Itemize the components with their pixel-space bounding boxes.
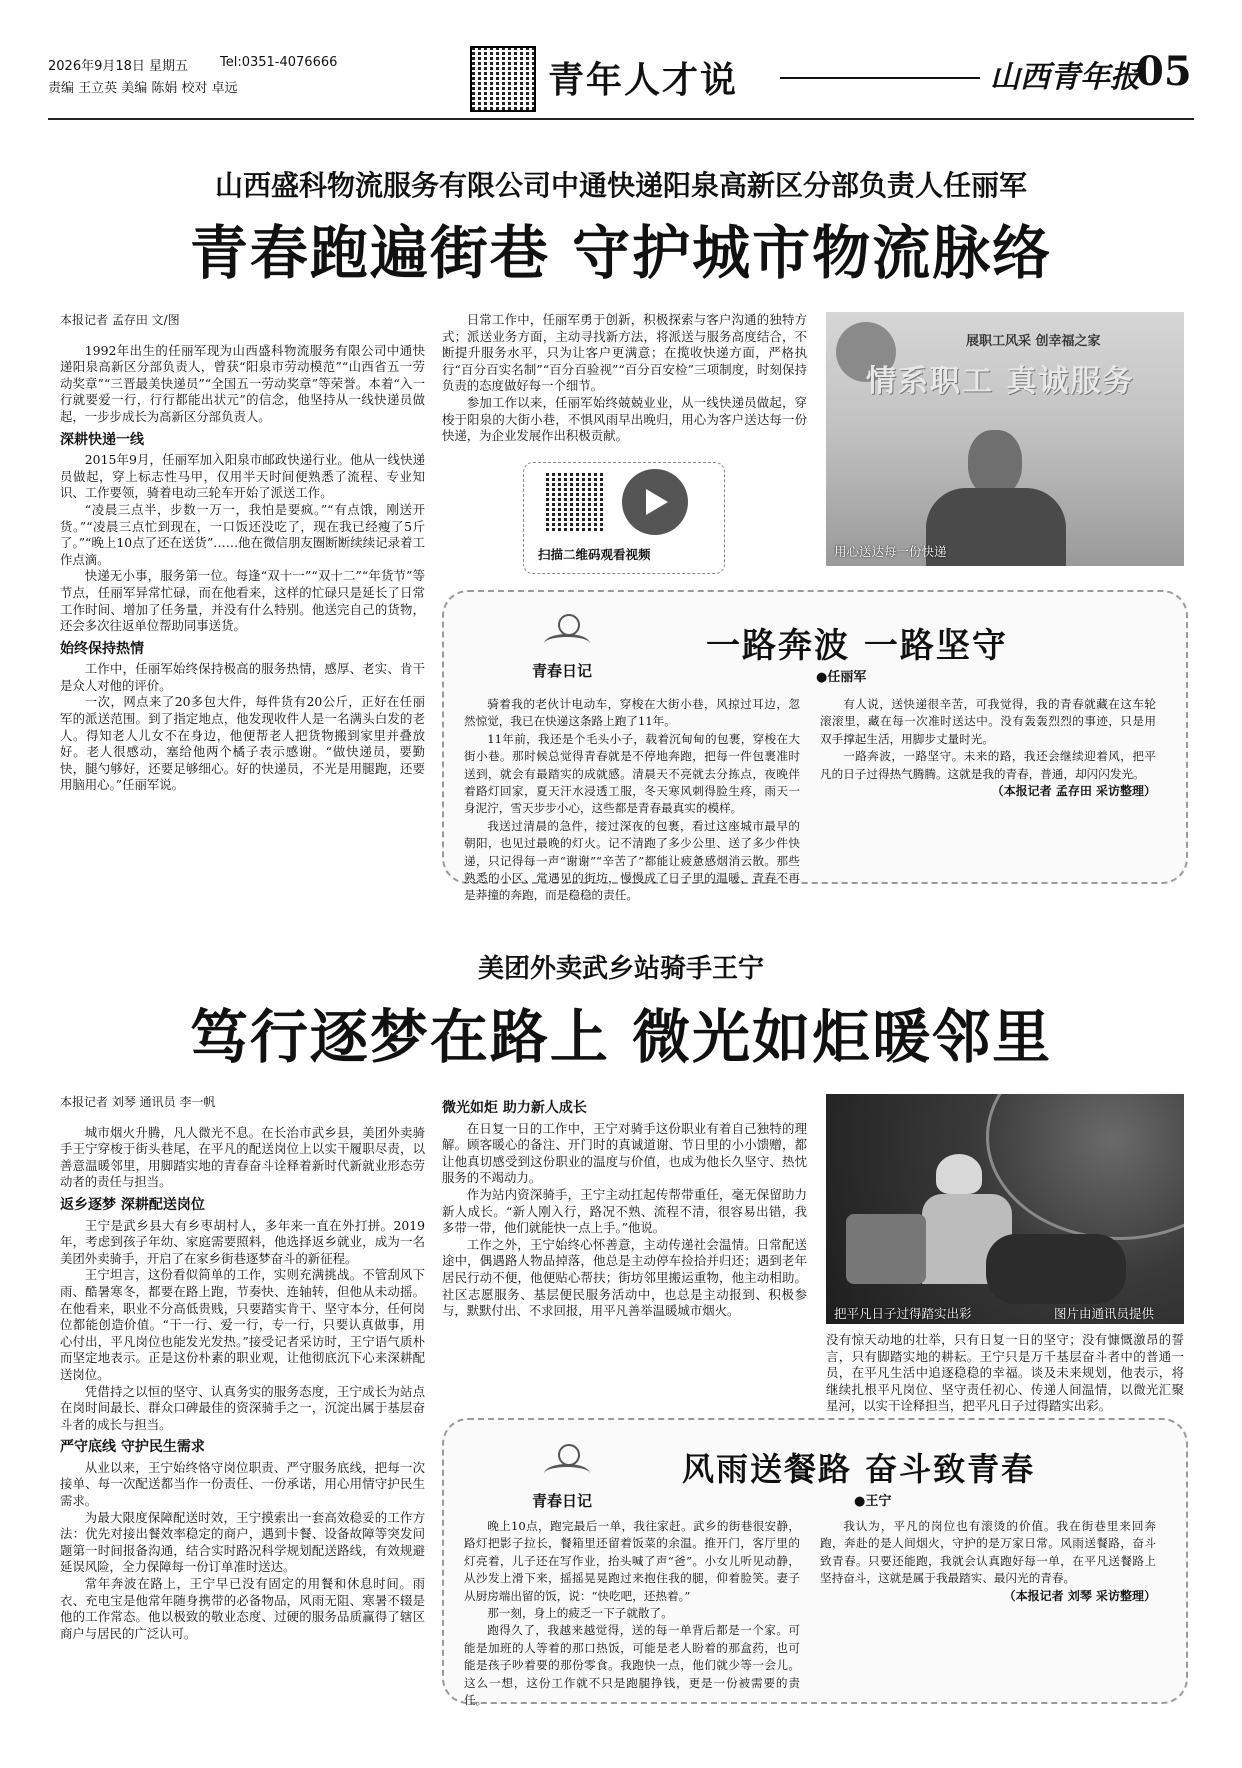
story1-diary-box xyxy=(442,590,1188,903)
diary-badge-icon xyxy=(544,614,590,652)
bridge-arch xyxy=(986,1094,1184,1240)
story2-diary-box xyxy=(442,1418,1188,1708)
play-icon xyxy=(646,489,668,515)
delivery-box xyxy=(846,1214,926,1284)
diary-badge: 青春日记 xyxy=(532,1492,593,1510)
paper-logo: 山西青年报 xyxy=(990,60,1140,95)
story1-paragraph: 工作中，任丽军始终保持极高的服务热情，感厚、老实、肯干是众人对他的评价。 xyxy=(60,661,425,693)
story2-diary-title: 风雨送餐路 奋斗致青春 xyxy=(682,1450,1036,1488)
story1-byline: 本报记者 孟存田 文/图 xyxy=(60,313,180,327)
story1-diary-author: ●任丽军 xyxy=(816,670,867,685)
diary-paragraph: 晚上10点，跑完最后一单，我往家赶。武乡的街巷很安静，路灯把影子拉长，餐箱里还留着饭菜的余温。推开门，客厅里的灯亮着，儿子还在写作业，抬头喊了声“爸”。小女儿听见动静，从沙发上滑下来，摇摇晃晃跑过来抱住我的腿，仰着脸笑。妻子从厨房端出留的饭，说：“快吃吧，还热着。” xyxy=(464,1519,800,1603)
diary-badge-icon xyxy=(544,1444,590,1482)
story1-column-2 xyxy=(442,312,807,445)
story2-paragraph: 作为站内资深骑手，王宁主动扛起传帮带重任，毫无保留助力新人成长。“新人刚入行，路况不熟、流程不清，很容易出错，我多带一带，他们就能快一点上手。”他说。 xyxy=(442,1186,807,1236)
story1-qr-box xyxy=(523,462,725,574)
story2-photo-credit: 图片由通讯员提供 xyxy=(1054,1306,1155,1321)
diary-paragraph: 我送过清晨的急件，接过深夜的包裹，看过这座城市最早的朝阳，也见过最晚的灯火。记不清跑了多少公里、送了多少件快递，只记得每一声“谢谢”“辛苦了”都能让疲惫感烟消云散。那些熟悉的小区、常遇见的街坊，慢慢成了日子里的温暖，青春不再是莽撞的奔跑，而是稳稳的责任。 xyxy=(464,818,800,903)
story2-photo-caption: 把平凡日子过得踏实出彩 xyxy=(834,1306,972,1321)
story1-photo-caption: 用心送达每一份快递 xyxy=(834,544,947,559)
book-icon xyxy=(544,1464,590,1483)
story2-paragraph: 工作之外，王宁始终心怀善意，主动传递社会温情。日常配送途中，偶遇路人物品掉落，他总是主动停车捡拾并归还；遇到老年居民行动不便，他便贴心帮扶；街坊邻里搬运重物，他主动相助。社区志愿服务、基层便民服务活动中，也总是主动报到、积极参与，默默付出、不求回报，用平凡善举温暖城市烟火。 xyxy=(442,1236,807,1319)
story2-paragraph: 在日复一日的工作中，王宁对骑手这份职业有着自己独特的理解。顾客暖心的备注、开门时的真诚道谢、节日里的小小馈赠，都让他真切感受到这份职业的温度与价值，也成为他长久坚守、热忱服务的不竭动力。 xyxy=(442,1120,807,1186)
story1-headline: 青春跑遍街巷 守护城市物流脉络 xyxy=(189,219,1053,287)
masthead-qr-code[interactable] xyxy=(470,46,536,112)
masthead-credits: 责编 王立英 美编 陈娟 校对 卓远 xyxy=(48,81,238,96)
scooter xyxy=(986,1234,1126,1304)
page-number: 05 xyxy=(1136,48,1192,95)
story2-kicker: 美团外卖武乡站骑手王宁 xyxy=(477,954,764,984)
story2-paragraph: 没有惊天动地的壮举，只有日复一日的坚守；没有慷慨激昂的誓言，只有脚踏实地的耕耘。王宁只是万千基层奋斗者中的普通一员，在平凡生活中追逐稳稳的幸福。谈及未来规划，他表示，将继续扎根平凡岗位、坚守责任初心、传递人间温情，以微光汇聚星河，以实干诠释担当，把平凡日子过得踏实出彩。 xyxy=(826,1332,1184,1414)
story2-paragraph: 王宁坦言，这份看似简单的工作，实则充满挑战。不管刮风下雨、酷暑寒冬，都要在路上跑，节奏快、连轴转，但他从未动摇。在他看来，职业不分高低贵贱，只要踏实肯干、坚守本分，任何岗位都能创造价值。“干一行、爱一行，专一行，只要认真做事，用心付出，平凡岗位也能发光发热。”接受记者采访时，王宁语气质朴而坚定地表示。正是这份朴素的职业观，让他彻底沉下心来深耕配送岗位。 xyxy=(60,1267,425,1382)
story2-column-2 xyxy=(442,1094,807,1320)
diary-paragraph: 我认为，平凡的岗位也有滚烫的价值。我在街巷里来回奔跑，奔赴的是人间烟火，守护的是万家日常。风雨送餐路，奋斗致青春。只要还能跑，我就会认真跑好每一单，在平凡送餐路上坚持奋斗，这就是属于我最踏实、最闪光的青春。 xyxy=(820,1519,1156,1586)
book-icon xyxy=(544,634,590,653)
rider-helmet xyxy=(936,1154,982,1194)
story2-diary-author: ●王宁 xyxy=(854,1494,892,1509)
story1-photo xyxy=(826,312,1184,566)
story1-paragraph: “凌晨三点半，步数一万一，我怕是要疯。”“有点饿，刚送开货。”“凌晨三点忙到现在，一口饭还没吃了，现在我已经瘦了5斤了。”“晚上10点了还在送货”……他在微信朋友圈断断续续记录着工作点滴。 xyxy=(60,501,425,567)
masthead-tel: Tel:0351-4076666 xyxy=(220,55,338,70)
masthead-date: 2026年9月18日 星期五 xyxy=(48,59,189,74)
sun-icon xyxy=(558,614,580,636)
diary-paragraph: 11年前，我还是个毛头小子，载着沉甸甸的包裹，穿梭在大街小巷。那时候总觉得青春就是不停地奔跑，把每一件包裹准时送到，就会有最踏实的成就感。清晨天不亮就去分拣点，夜晚伴着路灯回家，夏天汗水浸透工服，冬天寒风刺得脸生疼，雨天一身泥泞，雪天步步小心，这些都是青春最真实的模样。 xyxy=(464,731,800,816)
sun-icon xyxy=(558,1444,580,1466)
masthead-divider xyxy=(48,118,1194,120)
qr-caption: 扫描二维码观看视频 xyxy=(538,547,651,562)
story1-kicker: 山西盛科物流服务有限公司中通快递阳泉高新区分部负责人任丽军 xyxy=(214,169,1027,202)
video-qr-icon[interactable] xyxy=(622,469,688,535)
story2-paragraph: 从业以来，王宁始终恪守岗位职责、严守服务底线，把每一次接单、每一次配送都当作一份责任、一份承诺，用心用情守护民生需求。 xyxy=(60,1459,425,1509)
story2-column-1 xyxy=(60,1094,425,1642)
story2-diary-col-2 xyxy=(820,1518,1156,1605)
story1-diary-col-1 xyxy=(464,696,800,905)
story1-lead: 1992年出生的任丽军现为山西盛科物流服务有限公司中通快递阳泉高新区分部负责人，曾获“阳泉市劳动模范”“山西省五一劳动奖章”“三晋最美快递员”“全国五一劳动奖章”等荣誉。本着“入一行就要爱一行，行行都能出状元”的信念，他坚持从一线快递员做起，一步步成长为高新区分部负责人。 xyxy=(60,342,425,424)
story2-photo xyxy=(826,1094,1184,1324)
story2-subhead-3: 微光如炬 助力新人成长 xyxy=(442,1100,587,1116)
story2-subhead-1: 返乡逐梦 深耕配送岗位 xyxy=(60,1196,205,1213)
story1-qr-code[interactable] xyxy=(546,473,604,531)
story1-subhead-2: 始终保持热情 xyxy=(60,640,144,657)
diary-badge: 青春日记 xyxy=(532,662,593,680)
story2-diary-credit: （本报记者 刘琴 采访整理） xyxy=(1003,1588,1156,1603)
diary-paragraph: 一路奔波，一路坚守。未来的路，我还会继续迎着风，把平凡的日子过得热气腾腾。这就是我的青春，普通，却闪闪发光。 xyxy=(820,749,1156,781)
diary-paragraph: 那一刻，身上的疲乏一下子就散了。 xyxy=(487,1606,673,1621)
story1-diary-credit: （本报记者 孟存田 采访整理） xyxy=(991,784,1156,799)
story2-byline: 本报记者 刘琴 通讯员 李一帆 xyxy=(60,1095,216,1109)
story1-paragraph: 参加工作以来，任丽军始终兢兢业业，从一线快递员做起，穿梭于阳泉的大街小巷，不惧风雨早出晚归，用心为客户送达每一份快递，为企业发展作出积极贡献。 xyxy=(442,394,807,444)
story1-diary-col-2 xyxy=(820,696,1156,800)
story2-paragraph: 王宁是武乡县大有乡枣胡村人，多年来一直在外打拼。2019年，考虑到孩子年幼、家庭需要照料，他选择返乡就业，成为一名美团外卖骑手，开启了在家乡街巷逐梦奋斗的新征程。 xyxy=(60,1217,425,1266)
story1-paragraph: 2015年9月，任丽军加入阳泉市邮政快递行业。他从一线快递员做起，穿上标志性马甲，仅用半天时间便熟悉了流程、专业知识、工作要领，骑着电动三轮车开始了派送工作。 xyxy=(60,452,425,501)
diary-paragraph: 跑得久了，我越来越觉得，送的每一单背后都是一个家。可能是加班的人等着的那口热饭，可能是老人盼着的那盒药，也可能是孩子吵着要的那份零食。我跑快一点，他们就少等一会儿。这么一想，这份工作就不只是跑腿挣钱，更是一份被需要的责任。 xyxy=(464,1623,800,1708)
story2-paragraph: 常年奔波在路上，王宁早已没有固定的用餐和休息时间。雨衣、充电宝是他常年随身携带的必备物品，风雨无阻、寒暑不辍是他的工作常态。他以极致的敬业态度、过硬的服务品质赢得了辖区商户与居民的广泛认可。 xyxy=(60,1576,425,1641)
section-title: 青年人才说 xyxy=(548,59,739,101)
masthead-rule xyxy=(780,77,980,79)
story2-diary-col-1 xyxy=(464,1518,800,1709)
story1-diary-title: 一路奔波 一路坚守 xyxy=(706,626,1008,666)
story2-lead: 城市烟火升腾，凡人微光不息。在长治市武乡县，美团外卖骑手王宁穿梭于街头巷尾，在平凡的配送岗位上以实干履职尽责，以善意温暖邻里，用脚踏实地的青春奋斗诠释着新时代新就业形态劳动者的责任与担当。 xyxy=(60,1124,425,1190)
story1-column-1 xyxy=(60,312,425,794)
person-body xyxy=(926,488,1066,566)
story1-paragraph: 快递无小事，服务第一位。每逢“双十一”“双十二”“年货节”等节点，任丽军异常忙碌，而在他看来，这样的忙碌只是延长了日常工作时间、增加了任务量，并没有什么特别。他送完自己的货物，还会多次往返单位帮助同事送货。 xyxy=(60,568,425,634)
story1-paragraph: 日常工作中，任丽军勇于创新，积极探索与客户沟通的独特方式；派送业务方面，主动寻找新方法，将派送与服务高度结合，不断提升服务水平，只为让客户更满意；在揽收快递方面，严格执行“百分百实名制”“百分百验视”“百分百安检”三项制度，时刻保持负责的态度做好每一个细节。 xyxy=(442,312,807,394)
person-head xyxy=(968,430,1022,496)
story2-column-3 xyxy=(826,1332,1184,1415)
diary-paragraph: 有人说，送快递很辛苦，可我觉得，我的青春就藏在这车轮滚滚里，藏在每一次准时送达中。没有轰轰烈烈的事迹，只是用双手撑起生活，用脚步丈量时光。 xyxy=(820,697,1156,746)
story2-paragraph: 凭借持之以恒的坚守、认真务实的服务态度，王宁成长为站点在岗时间最长、群众口碑最佳的资深骑手之一，沉淀出属于基层奋斗者的成长与担当。 xyxy=(60,1383,425,1432)
story2-subhead-2: 严守底线 守护民生需求 xyxy=(60,1439,205,1456)
story1-paragraph: 一次，网点来了20多包大件，每件货有20公斤，正好在任丽军的派送范围。到了指定地点，他发现收件人是一名满头白发的老人。得知老人儿女不在身边，他便帮老人把货物搬到家里并叠放好。老人很感动，塞给他两个橘子表示感谢。“做快递员，要勤快，腿勺够好，还要足够细心。好的快递员，不光是用腿跑，还要用脑用心。”任丽军说。 xyxy=(60,694,425,793)
diary-paragraph: 骑着我的老伙计电动车，穿梭在大街小巷，风掠过耳边，忽然惊觉，我已在快递这条路上跑了11年。 xyxy=(464,697,800,729)
photo-banner-text: 展职工风采 创幸福之家 xyxy=(966,334,1101,349)
story2-paragraph: 为最大限度保障配送时效，王宁摸索出一套高效稳妥的工作方法：优先对接出餐效率稳定的商户，遇到卡餐、设备故障等突发问题第一时间报备沟通，结合实时路况科学规划配送路线，有效规避延误风险，全力保障每一份订单准时送达。 xyxy=(60,1509,425,1575)
story1-subhead-1: 深耕快递一线 xyxy=(60,431,144,448)
story2-headline: 笃行逐梦在路上 微光如炬暖邻里 xyxy=(189,1003,1053,1071)
photo-slogan: 情系职工 真诚服务 xyxy=(866,364,1135,399)
